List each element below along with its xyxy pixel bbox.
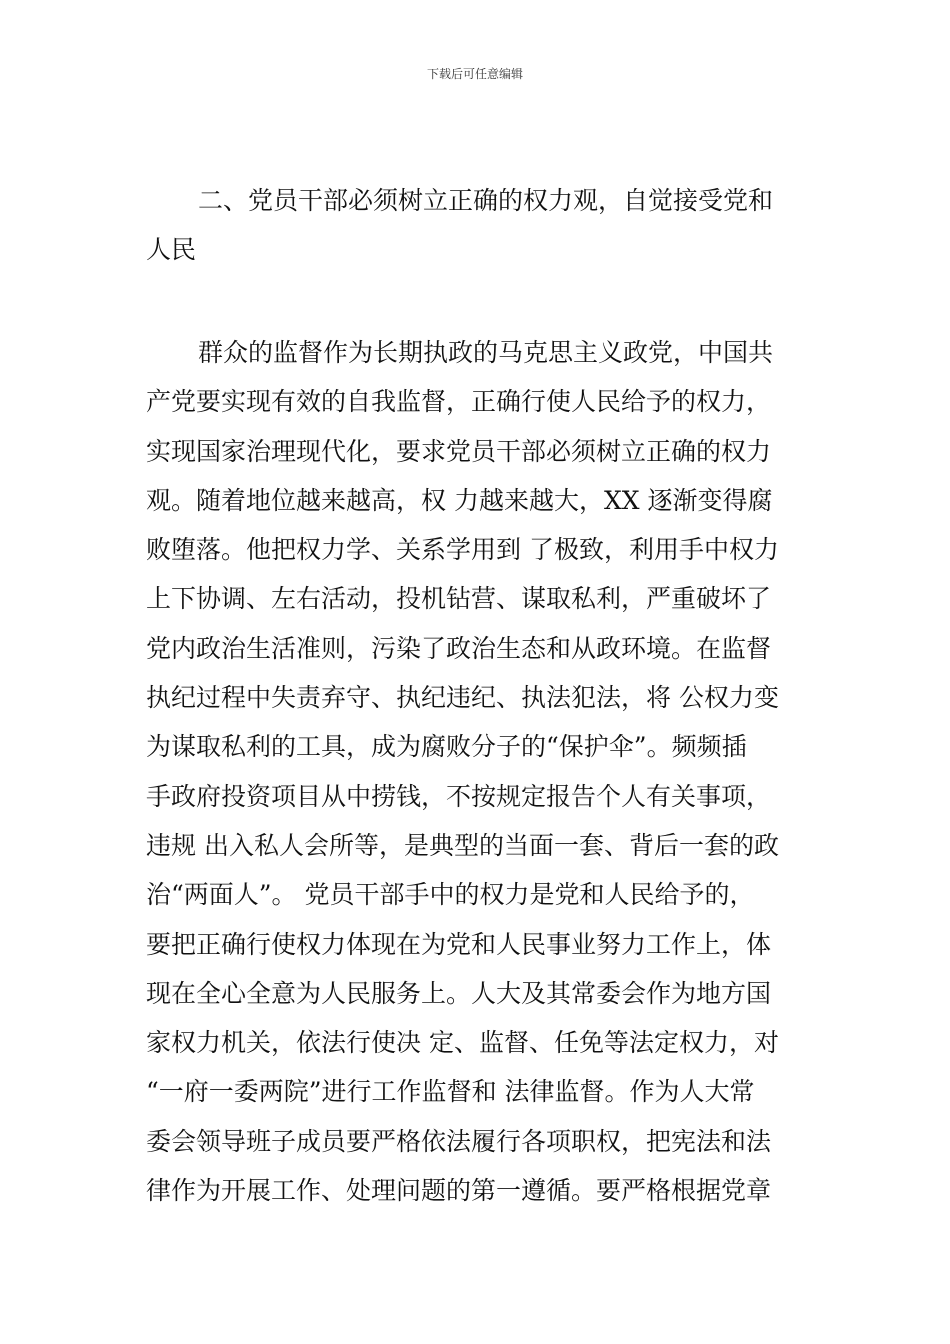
heading-line: 二、党员干部必须树立正确的权力观，自觉接受党和 [198, 186, 774, 215]
paragraph-line: 现在全心全意为人民服务上。人大及其常委会作为地方国 [146, 978, 772, 1008]
paragraph-line: 执纪过程中失责弃守、执纪违纪、执法犯法，将 公权力变 [146, 683, 779, 713]
paragraph-line: 律作为开展工作、处理问题的第一遵循。要严格根据党章 [146, 1176, 772, 1206]
paragraph-line: 违规 出入私人会所等，是典型的当面一套、背后一套的政 [146, 830, 779, 860]
paragraph-line: 观。随着地位越来越高，权 力越来越大，XX 逐渐变得腐 [146, 485, 773, 515]
paragraph-line: 产党要实现有效的自我监督，正确行使人民给予的权力， [146, 387, 772, 417]
body-paragraph [146, 328, 810, 1215]
paragraph-line: 手政府投资项目从中捞钱，不按规定报告个人有关事项， [146, 781, 772, 811]
paragraph-line: 群众的监督作为长期执政的马克思主义政党，中国共 [198, 338, 774, 367]
section-heading [146, 176, 810, 274]
paragraph-line: 委会领导班子成员要严格依法履行各项职权，把宪法和法 [146, 1126, 772, 1156]
paragraph-line: “一府一委两院”进行工作监督和 法律监督。作为人大常 [146, 1077, 755, 1107]
paragraph-line: 为谋取私利的工具，成为腐败分子的“保护伞”。频频插 [146, 732, 747, 762]
paragraph-line: 实现国家治理现代化，要求党员干部必须树立正确的权力 [146, 436, 772, 466]
paragraph-line: 家权力机关，依法行使决 定、监督、任免等法定权力，对 [146, 1028, 779, 1058]
paragraph-line: 党内政治生活准则，污染了政治生态和从政环境。在监督 [146, 633, 772, 663]
paragraph-line: 要把正确行使权力体现在为党和人民事业努力工作上，体 [146, 929, 772, 959]
paragraph-line: 治“两面人”。 党员干部手中的权力是党和人民给予的， [146, 880, 755, 910]
page-header-note: 下载后可任意编辑 [426, 67, 523, 81]
heading-line: 人民 [146, 235, 197, 264]
paragraph-line: 上下协调、左右活动，投机钻营、谋取私利，严重破坏了 [146, 584, 772, 614]
paragraph-line: 败堕落。他把权力学、关系学用到 了极致，利用手中权力 [146, 535, 779, 565]
